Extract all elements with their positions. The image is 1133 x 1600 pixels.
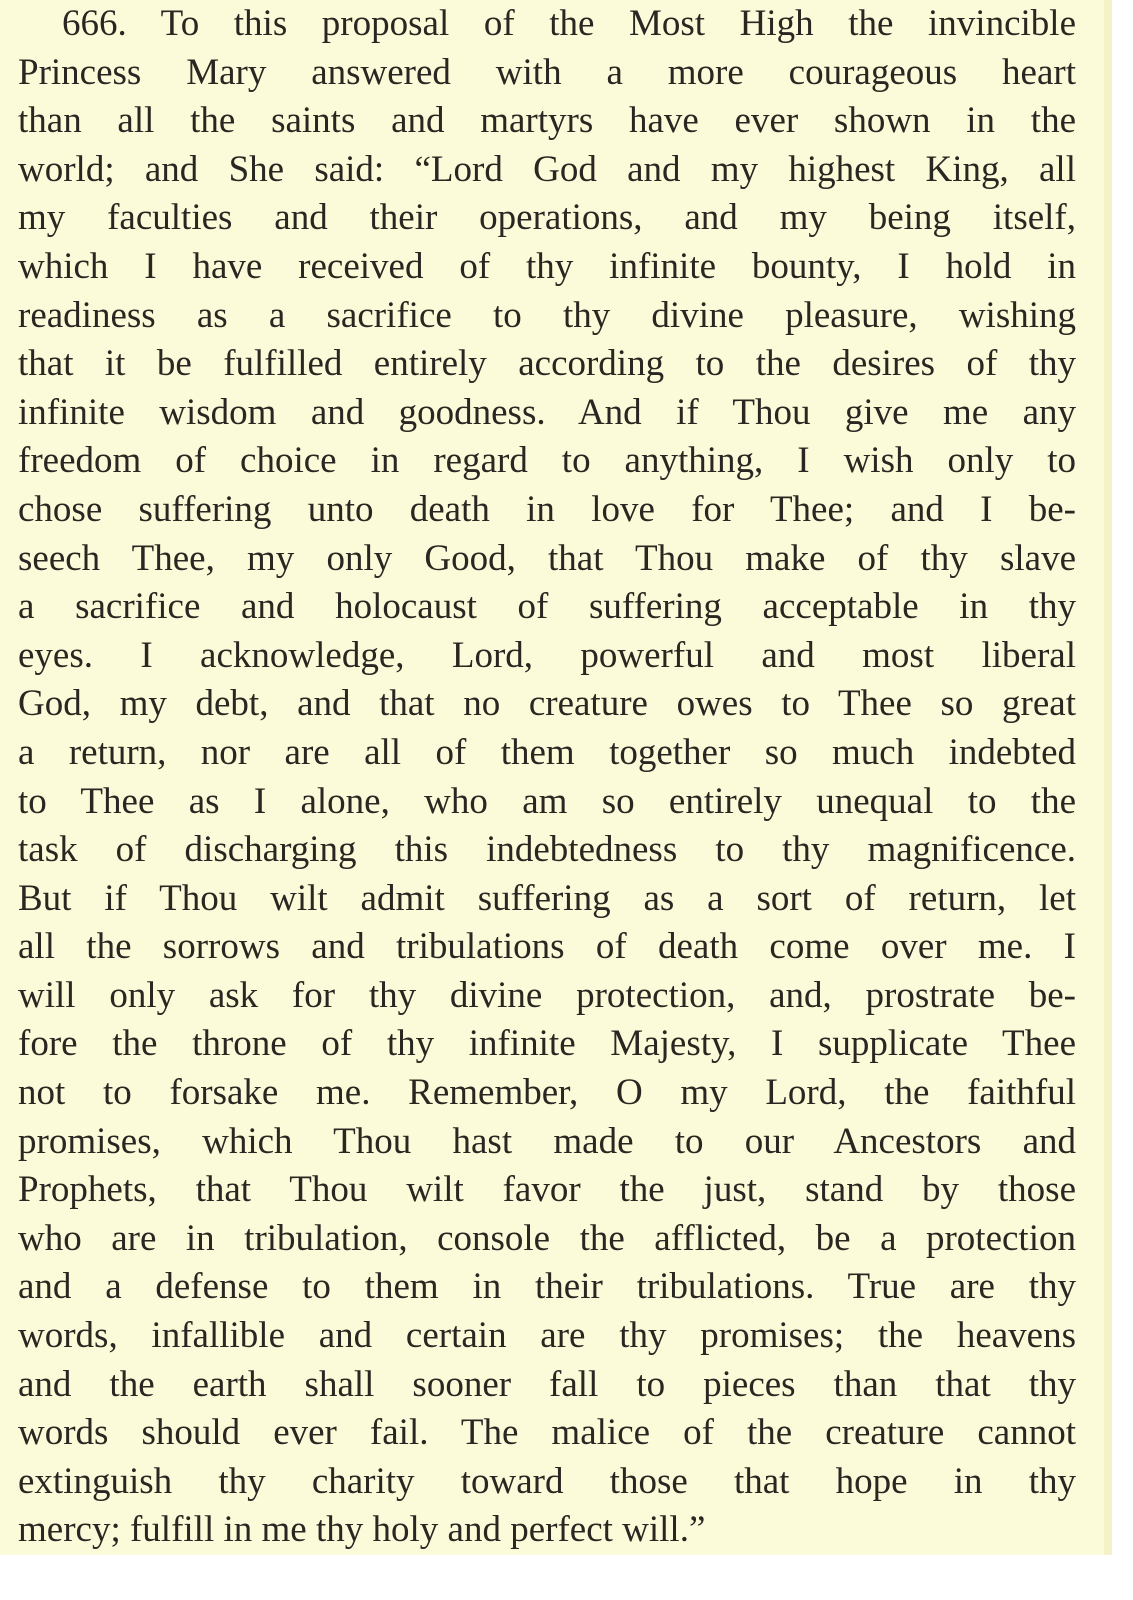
text-line-29: and the earth shall sooner fall to pieces than that thy xyxy=(18,1363,1076,1405)
text-line-14: eyes. I acknowledge, Lord, powerful and most liberal xyxy=(18,634,1076,676)
text-line-2: Princess Mary answered with a more courageous heart xyxy=(18,51,1076,93)
text-line-6: which I have received of thy infinite bounty, I hold in xyxy=(18,245,1076,287)
text-line-32: mercy; fulfill in me thy holy and perfect will.” xyxy=(18,1509,706,1551)
text-line-21: will only ask for thy divine protection, and, prostrate be- xyxy=(18,974,1076,1016)
text-line-1: 666. To this proposal of the Most High the invincible xyxy=(62,3,1076,44)
text-line-5: my faculties and their operations, and my being itself, xyxy=(18,197,1076,239)
text-line-11: chose suffering unto death in love for Thee; and I be- xyxy=(18,488,1076,530)
text-line-31: extinguish thy charity toward those that hope in thy xyxy=(18,1460,1076,1502)
text-line-25: Prophets, that Thou wilt favor the just, stand by those xyxy=(18,1169,1076,1211)
text-line-3: than all the saints and martyrs have ever shown in the xyxy=(18,100,1076,142)
text-line-30: words should ever fail. The malice of the creature cannot xyxy=(18,1412,1076,1454)
paragraph-666 xyxy=(18,0,1076,1555)
text-line-12: seech Thee, my only Good, that Thou make of thy slave xyxy=(18,537,1076,579)
text-line-17: to Thee as I alone, who am so entirely unequal to the xyxy=(18,780,1076,822)
text-line-7: readiness as a sacrifice to thy divine pleasure, wishing xyxy=(18,294,1076,336)
text-line-8: that it be fulfilled entirely according to the desires of thy xyxy=(18,343,1076,385)
text-line-24: promises, which Thou hast made to our Ancestors and xyxy=(18,1120,1076,1162)
text-line-26: who are in tribulation, console the afflicted, be a protection xyxy=(18,1217,1076,1259)
text-line-19: But if Thou wilt admit suffering as a sort of return, let xyxy=(18,877,1076,919)
text-line-20: all the sorrows and tribulations of death come over me. I xyxy=(18,926,1076,968)
text-line-22: fore the throne of thy infinite Majesty, I supplicate Thee xyxy=(18,1023,1076,1065)
text-line-18: task of discharging this indebtedness to thy magnificence. xyxy=(18,829,1076,871)
text-line-23: not to forsake me. Remember, O my Lord, the faithful xyxy=(18,1072,1076,1114)
paragraph-number: 666. xyxy=(62,3,127,44)
text-line-9: infinite wisdom and goodness. And if Thou give me any xyxy=(18,391,1076,433)
text-line-28: words, infallible and certain are thy promises; the heavens xyxy=(18,1315,1076,1357)
text-line-13: a sacrifice and holocaust of suffering acceptable in thy xyxy=(18,586,1076,628)
paper-edge xyxy=(1104,0,1112,1555)
text-line-10: freedom of choice in regard to anything, I wish only to xyxy=(18,440,1076,482)
text-line-15: God, my debt, and that no creature owes to Thee so great xyxy=(18,683,1076,725)
text-line-4: world; and She said: “Lord God and my highest King, all xyxy=(18,148,1076,190)
text-line-16: a return, nor are all of them together so much indebted xyxy=(18,731,1076,773)
text-line-27: and a defense to them in their tribulations. True are thy xyxy=(18,1266,1076,1308)
